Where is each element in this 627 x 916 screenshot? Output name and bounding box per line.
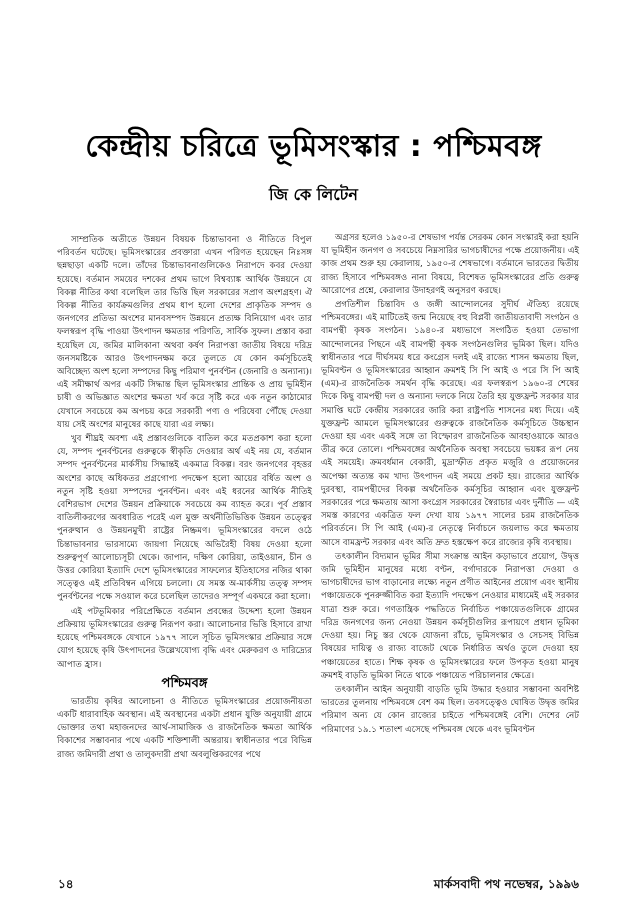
- left-column: [57, 234, 312, 763]
- paragraph: এই পটভূমিকার পরিপ্রেক্ষিতে বর্তমান প্রবন্ধের উদ্দেশ্য হলো উন্নয়ন প্রক্রিয়ায় ভূমিসংস্কারের গুরুত্ব নিরূপণ করা। আলোচনার ভিত্তি হিসাবে রাখা হয়েছে পশ্চিমবঙ্গকে যেখানে ১৯৭৭ সালে সূচিত ভূমিসংস্কার প্রক্রিয়ার সঙ্গে যোগ হয়েছে কৃষি উৎপাদনের উল্লেখযোগ্য বৃদ্ধি এবং মেরুকরণ ও দারিদ্র্যের আপাত হ্রাস।: [57, 606, 312, 670]
- paragraph: তৎকালীন বিদ্যমান ভূমির সীমা সংক্রান্ত আইন কড়াভাবে প্রয়োগ, উদ্বৃত্ত জমি ভূমিহীন মানুষের মধ্যে বণ্টন, বর্গাদারকে নিরাপত্তা দেওয়া ও ভাগচাষীদের ভাগ বাড়ানোর লক্ষ্যে নতুন প্রণীত আইনের প্রয়োগ এবং স্থানীয় পঞ্চায়েতকে পুনরুজ্জীবিত করা ইত্যাদি পদক্ষেপ নেওয়ার মাধ্যমেই এই সরকার যাত্রা শুরু করে। গণতান্ত্রিক পদ্ধতিতে নির্বাচিত পঞ্চায়েতগুলিকে গ্রামের দরিদ্র জনগণের জন্য নেওয়া উন্নয়ন কর্মসূচীগুলির রূপায়ণে প্রধান ভূমিকা দেওয়া হয়। নিচু স্তর থেকে যোজনা রাঁচে, ভূমিসংস্কার ও সেচসহ বিভিন্ন বিষয়ের দায়িত্ব ও রাজ্য বাজেট থেকে নির্ধারিত অর্থও তুলে দেওয়া হয় পঞ্চায়েতের হাতে। শিক্ষ কৃষক ও ভূমিসংস্কারের ফলে উপকৃত হওয়া মানুষ ক্রমশই বাড়তি ভূমিকা নিতে থাকে পঞ্চায়েত পরিচালনার ক্ষেত্রে।: [321, 551, 579, 681]
- right-column: [321, 232, 579, 738]
- page-number: ১৪: [58, 877, 74, 891]
- paragraph: খুব শীঘ্রই অবশ্য এই প্রস্তাবগুলিকে বাতিল করে মতপ্রকাশ করা হলো যে, সম্পদ পুনর্বণ্টনের গুরুত্বকে স্বীকৃতি দেওয়ার অর্থ এই নয় যে, বর্তমান সম্পদ পুনর্বণ্টনের মার্কসীয় সিদ্ধান্তই একমাত্র বিকল্প। বরং জনগণের বৃহত্তর অংশের কাছে অধিকতর প্রগ্রগোপ্য পদক্ষেপ হলো আয়ের বর্ধিত অংশ ও নতুন সৃষ্টি হওয়া সম্পদের পুনর্বণ্টন। এবং এই ধরনের আর্থিক নীতিই বেশিরভাগ দেশের উন্নয়ন প্রক্রিয়াকে সবচেয়ে কম ব্যাহত করে। পূর্ব প্রস্তাব বাতিলীকরণের অবধারিত পরেই এল মুক্ত অর্থনীতিভিত্তিক উন্নয়ন তত্ত্বের পুনরুত্থান ও উন্নয়নমুখী রাষ্ট্রের নিষ্ক্রমণ। ভূমিসংস্কারের বদলে ওঠে চিন্তাভাবনার ভারসাম্যে জায়গা নিয়েছে অভিরৈহী বিষয় দেওয়া হলো শুরুত্বপূর্ণ আলোচ্যসূচী থেকে। জাপান, দক্ষিণ কোরিয়া, তাইওয়ান, চীন ও উত্তর কোরিয়া ইত্যাদি দেশে ভূমিসংস্কারের সাফল্যের ইতিহাসের নজির থাকা সত্ত্বেও এই প্রতিবিম্বন এগিয়ে চললো। যে সমস্ত অ-মার্কসীয় তত্ত্ব সম্পদ পুনর্বণ্টনের পক্ষে সওয়াল করে চলেছিল তাদেরও সম্পূর্ণ একঘরে করা হলো।: [57, 434, 312, 603]
- paragraph: সাম্প্রতিক অতীতে উন্নয়ন বিষয়ক চিন্তাভাবনা ও নীতিতে বিপুল পরিবর্তন ঘটেছে। ভূমিসংস্কারের প্রবক্তারা এখন পরিণত হয়েছেন নিঃসঙ্গ ছন্নছাড়া একটি দলে। তাঁদের চিন্তাভাবনাগুলিকেও নিরাপদে কবর দেওয়া হয়েছে। বর্তমান সময়ের দশকের প্রথম ভাগে বিশ্বব্যাঙ্ক আর্থিক উন্নয়নে যে বিকল্প নীতির কথা বলেছিল তার ভিত্তি ছিল সরকারের সপ্রাণ অংশগ্রহণ। ঐ বিকল্প নীতির কার্যক্রমগুলির প্রথম ধাপ হলো দেশের প্রাকৃতিক সম্পদ ও জনগণের প্রতিভা অংশের মানবসম্পদ উন্নয়নে প্রত্যক্ষ বিনিয়োগ এবং তার ফলস্বরূপ বৃদ্ধি পাওয়া উৎপাদন ক্ষমতার পরিণতি, সার্বিক সুফল। প্রস্তাব করা হয়েছিল যে, জমির মালিকানা অথবা কর্ষণ নিরাপত্তা জাতীয় বিষয়ে দরিদ্র জনসমষ্টিকে আরও উৎপাদনক্ষম করে তুলতে যে কোন কর্মসূচিতেই অবিচ্ছেদ্য অংশ হলো সম্পদের কিছু পরিমাণ পুনর্বণ্টন (জেনারি ও অন্যান্য)। এই সমীক্ষার্থ অপর একটি সিদ্ধান্ত ছিল ভূমিসংস্কার প্রান্তিক ও প্রায় ভূমিহীন চাষী ও অভিজ্ঞাত অংশের ক্ষমতা খর্ব করে সৃষ্টি করে এক নতুন কাঠামোর যেখানে সবচেয়ে কম অপচয় করে সরকারী পণ্য ও পরিষেবা পৌঁছে দেওয়া যায় সেই অংশের মানুষের কাছে যারা এর লক্ষ্য।: [57, 235, 312, 430]
- section-heading: পশ্চিমবঙ্গ: [161, 675, 208, 691]
- paragraph: ভারতীয় কৃষির আলোচনা ও নীতিতে ভূমিসংস্কারের প্রয়োজনীয়তা একটি ধারাবাহিক অবস্থান। এই অবস্থানের একটা প্রধান যুক্তি অনুযায়ী গ্রামে ভোক্তার তথা মহাজনদের আর্থ-সামাজিক ও রাজনৈতিক ক্ষমতা আর্থিক বিকাশের সম্ভাবনার পথে একটি শক্তিশালী অন্তরায়। স্বাধীনতার পরে বিভিন্ন রাজ্য জমিদারী প্রথা ও তালুকদারী প্রথা অবলুপ্তিকরণের পথে: [57, 696, 312, 760]
- journal-footer: মার্কসবাদী পথ নভেম্বর, ১৯৯৬: [433, 877, 579, 891]
- article-title: কেন্দ্রীয় চরিত্রে ভূমিসংস্কার : পশ্চিমবঙ্গ: [85, 129, 542, 164]
- article-author: জি কে লিটেন: [269, 185, 358, 204]
- paragraph: তৎকালীন আইন অনুযায়ী বাড়তি ভূমি উদ্ধার হওয়ার সম্ভাবনা অবশিষ্ট ভারতের তুলনায় পশ্চিমবঙ্গে বেশ কম ছিল। তবসত্ত্বেও ঘোষিত উদ্বৃত্ত জমির পরিমাণ অন্য যে কোন রাজ্যের চাইতে পশ্চিমবঙ্গেই বেশি। দেশের নেট পরিমাণের ১৯.১ শতাংশ এসেছে পশ্চিমবঙ্গ থেকে এবং ভূমিবণ্টন: [321, 684, 579, 735]
- paragraph: অগ্রসর হলেও ১৯৫০-র শেষভাগ পর্যন্ত সেরকম কোন সংস্কারই করা হয়নি যা ভূমিহীন জনগণ ও সবচেয়ে নিম্নসারির ভাগচাষীদের পক্ষে প্রয়োজনীয়। এই কাজ প্রথম শুরু হয় কেরালায়, ১৯৫০-র শেষভাগে। বর্তমানে ভারতের দ্বিতীয় রাজ্য হিসাবে পশ্চিমবঙ্গও নানা বিষয়ে, বিশেষত ভূমিসংস্কারের প্রতি গুরুত্ব আরোপের প্রশ্নে, কেরালার উদাহরণই অনুসরণ করছে।: [321, 233, 579, 296]
- paragraph: প্রগতিশীল চিন্তাবিদ ও জঙ্গী আন্দোলনের সুদীর্ঘ ঐতিহ্য রয়েছে পশ্চিমবঙ্গের। এই মাটিতেই জন্ম নিয়েছে বহু বিপ্লবী জাতীয়তাবাদী সংগঠন ও বামপন্থী কৃষক সংগঠন। ১৯৪০-র মধ্যভাগে সংগঠিত হওয়া তেভাগা আন্দোলনের পিছনে এই বামপন্থী কৃষক সংগঠনগুলির ভূমিকা ছিল। যদিও স্বাধীনতার পরে দীর্ঘসময় ধরে কংগ্রেস দলই এই রাজ্যে শাসন ক্ষমতায় ছিল, ভূমিবণ্টন ও ভূমিসংস্কারের আহ্বান ক্রমশই সি পি আই ও পরে সি পি আই (এম)-র রাজনৈতিক সমর্থন বৃদ্ধি করেছে। এর ফলস্বরূপ ১৯৬০-র শেষের দিকে কিছু বামপন্থী দল ও অন্যান্য দলকে নিয়ে তৈরি হয় যুক্তফ্রন্ট সরকার যার সমাপ্তি ঘটে কেন্দ্রীয় সরকারের জারি করা রাষ্ট্রপতি শাসনের মধ্য দিয়ে। এই যুক্তফ্রন্ট আমলে ভূমিসংস্কারের গুরুত্বকে রাজনৈতিক কর্মসূচিতে উচ্চস্থান দেওয়া হয় এবং একই সঙ্গে তা বিস্ফোরণ রাজনৈতিক আবহাওয়াকে আরও তীব্র করে তোলে। পশ্চিমবঙ্গের অর্থনৈতিক অবস্থা সবচেয়ে ভয়ঙ্কর রূপ নেয় এই সময়েই। ক্রমবর্ধমান বেকারী, মুদ্রাস্ফীত প্রকৃত মজুরি ও প্রয়োজনের অপেক্ষা অত্যন্ত কম খাদ্য উৎপাদন এই সময়ে প্রকট হয়। রাজ্যের আর্থিক দুরবস্থা, বামপন্থীদের বিকল্প অর্থনৈতিক কর্মসূচির আহ্বান এবং যুক্তফ্রন্ট সরকারের পরে ক্ষমতায় আসা কংগ্রেস সরকারের স্বৈরাচার এবং দুর্নীতি — এই সমস্ত কারণের একত্রিত ফল দেখা যায় ১৯৭৭ সালের চরম রাজনৈতিক পরিবর্তনে। সি পি আই (এম)-র নেতৃত্বে নির্বাচনে জয়লাভ করে ক্ষমতায় আসে বামফ্রন্ট সরকার এবং অতি দ্রুত হস্তক্ষেপ করে রাজ্যের কৃষি ব্যবস্থায়।: [321, 300, 579, 548]
